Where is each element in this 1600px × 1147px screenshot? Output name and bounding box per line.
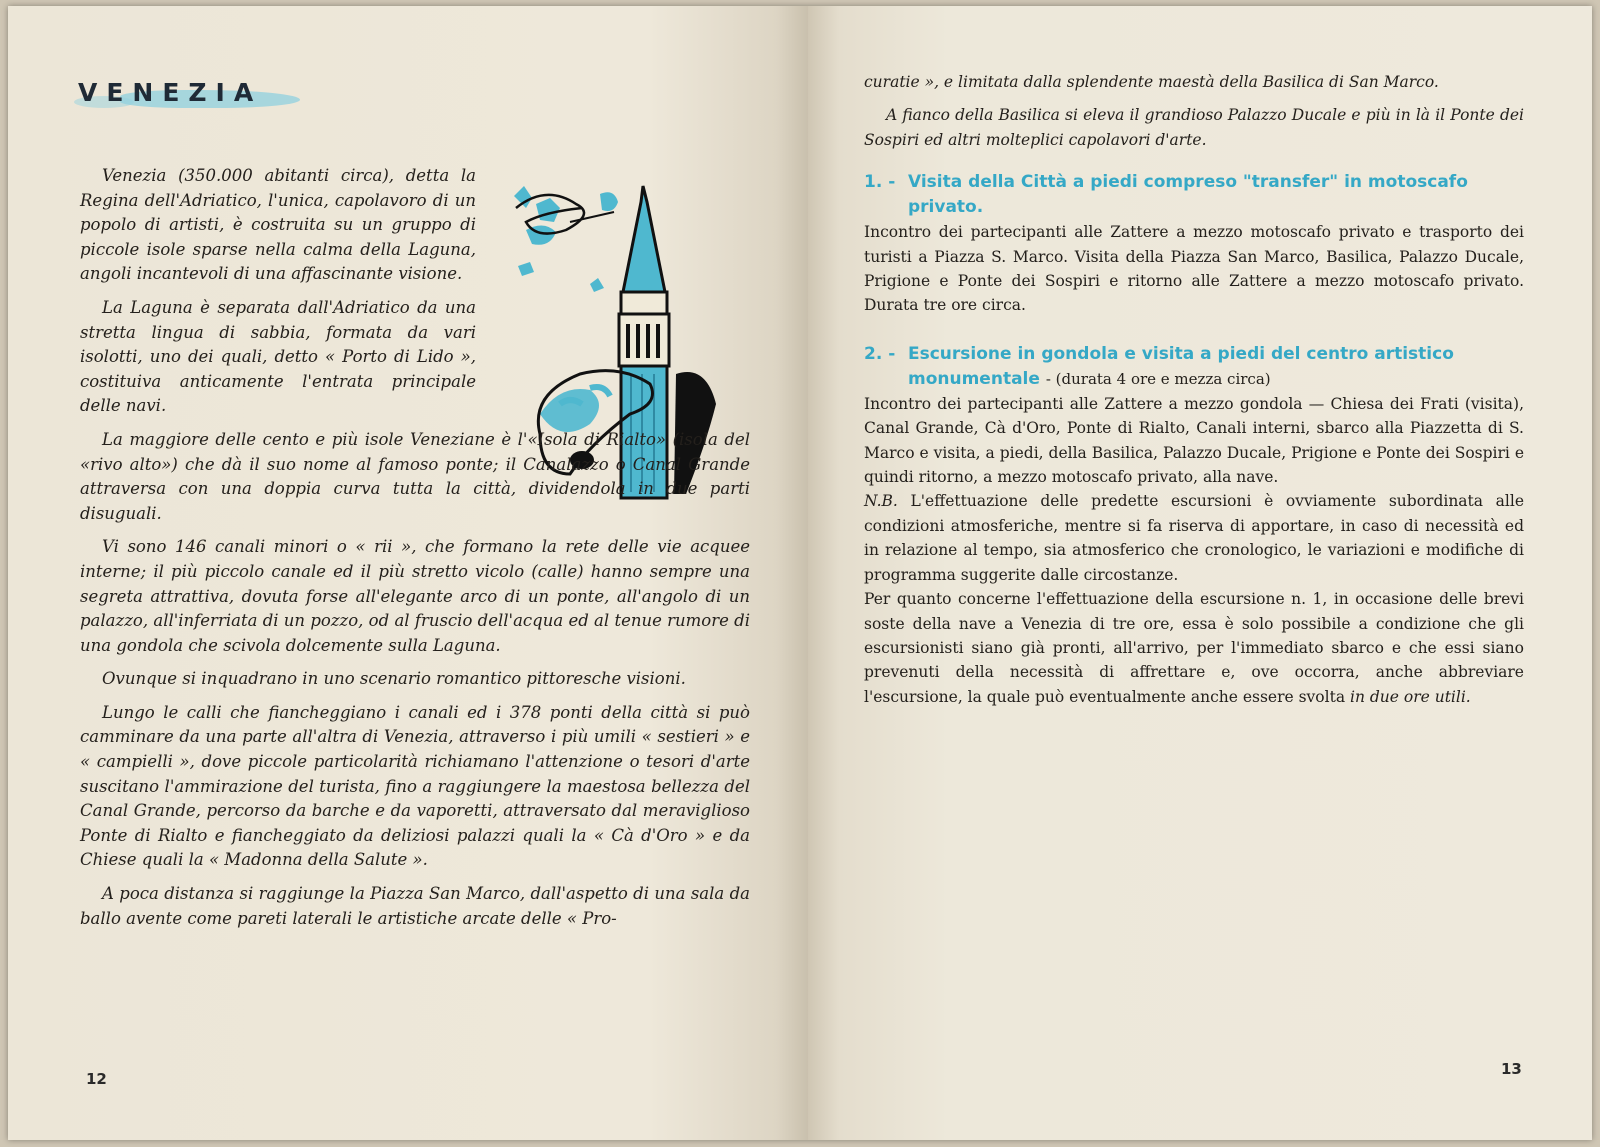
intro-text <box>864 70 1524 152</box>
excursion-description: Incontro dei partecipanti alle Zattere a mezzo gondola — Chiesa dei Frati (visita), Canal Grande, Cà d'Oro, Ponte di Rialto, Canali interni, sbarco alla Piazzetta di S. Marco e visita, a piedi, della Basilica, Palazzo Ducale, Prigione e Ponte dei Sospiri e quindi ritorno, a mezzo motoscafo privato, alla nave. <box>864 394 1524 487</box>
note-text: L'effettuazione delle predette escursioni è ovviamente subordinata alle condizioni atmosferiche, mentre si fa riserva di apportare, in caso di necessità ed in relazione al tempo, sia atmosferico che cronologico, le variazioni e modifiche di programma suggerite dalle circostanze. <box>864 492 1524 584</box>
paragraph: A fianco della Basilica si eleva il grandioso Palazzo Ducale e più in là il Ponte dei Sospiri ed altri molteplici capolavori d'arte. <box>864 106 1524 149</box>
page-number: 12 <box>86 1070 107 1088</box>
paragraph: Lungo le calli che fiancheggiano i canali ed i 378 ponti della città si può camminare da una parte all'altra di Venezia, attraverso i più umili « sestieri » e « campielli », dove piccole particolarità richiamano l'attenzione o tesori d'arte suscitano l'ammirazione del turista, fino a raggiungere la maestosa bellezza del Canal Grande, percorso da barche e da vaporetti, attraversato dal meraviglioso Ponte di Rialto e fiancheggiato da deliziosi palazzi quali la « Cà d'Oro » e da Chiese quali la « Madonna della Salute ». <box>80 702 750 870</box>
excursion-description: Incontro dei partecipanti alle Zattere a mezzo motoscafo privato e trasporto dei turisti a Piazza S. Marco. Visita della Piazza San Marco, Basilica, Palazzo Ducale, Prigione e Ponte dei Sospiri e ritorno alle Zattere a mezzo motoscafo privato. Durata tre ore circa. <box>864 223 1524 315</box>
note <box>864 489 1524 587</box>
right-body-text <box>864 70 1524 709</box>
excursion-title: Escursione in gondola e visita a piedi del centro artistico monumentale <box>908 343 1454 389</box>
paragraph: A poca distanza si raggiunge la Piazza San Marco, dall'aspetto di una sala da ballo avente come pareti laterali le artistiche arcate delle « Pro- <box>80 884 750 928</box>
paragraph: Vi sono 146 canali minori o « rii », che formano la rete delle vie acquee interne; il più piccolo canale ed il più stretto vicolo (calle) hanno sempre una segreta attrattiva, dovuta forse all'elegante arco di un ponte, all'angolo di un palazzo, all'inferriata di un pozzo, od al fruscio dell'acqua ed al tenue rumore di una gondola che scivola dolcemente sulla Laguna. <box>80 537 750 655</box>
right-page <box>808 6 1592 1140</box>
closing-text: Per quanto concerne l'effettuazione della escursione n. 1, in occasione delle brevi soste della nave a Venezia di tre ore, essa è solo possibile a condizione che gli escursionisti siano già pronti, all'arrivo, per l'immediato sbarco e che essi siano prevenuti della necessità di affrettare e, ove occorra, anche abbreviare l'escursione, la quale può eventualmente anche essere svolta <box>864 590 1524 706</box>
paragraph: La maggiore delle cento e più isole Veneziane è l'«Isola di Rialto» (isola del «rivo alto») che dà il suo nome al famoso ponte; il Canalazzo o Canal Grande attraversa con una doppia curva tutta la città, dividendola in due parti disuguali. <box>80 429 750 523</box>
excursion-2 <box>864 342 1524 490</box>
booklet-spread <box>8 6 1592 1140</box>
excursion-duration: - (durata 4 ore e mezza circa) <box>1045 369 1271 388</box>
left-body-text <box>80 164 750 940</box>
page-title: VENEZIA <box>78 78 263 107</box>
paragraph: curatie », e limitata dalla splendente maestà della Basilica di San Marco. <box>864 73 1439 91</box>
paragraph: Ovunque si inquadrano in uno scenario romantico pittoresche visioni. <box>102 669 686 689</box>
excursion-heading <box>864 170 1524 220</box>
excursion-title: Visita della Città a piedi compreso "transfer" in motoscafo privato. <box>908 172 1468 218</box>
excursion-heading <box>864 342 1524 392</box>
paragraph: La Laguna è separata dall'Adriatico da una stretta lingua di sabbia, formata da vari isolotti, uno dei quali, detto « Porto di Lido », costituiva anticamente l'entrata principale delle navi. <box>80 297 476 416</box>
closing-paragraph <box>864 587 1524 709</box>
page-number: 13 <box>1501 1060 1522 1078</box>
excursion-number: 2. - <box>864 343 896 364</box>
note-label: N.B. <box>864 492 898 511</box>
left-page <box>8 6 808 1140</box>
closing-emphasis: in due ore utili. <box>1350 687 1471 706</box>
paragraph: Venezia (350.000 abitanti circa), detta la Regina dell'Adriatico, l'unica, capolavoro di un popolo di artisti, è costruita su un gruppo di piccole isole sparse nella calma della Laguna, angoli incantevoli di una affascinante visione. <box>80 166 476 284</box>
excursion-1 <box>864 170 1524 318</box>
excursion-number: 1. - <box>864 172 896 193</box>
